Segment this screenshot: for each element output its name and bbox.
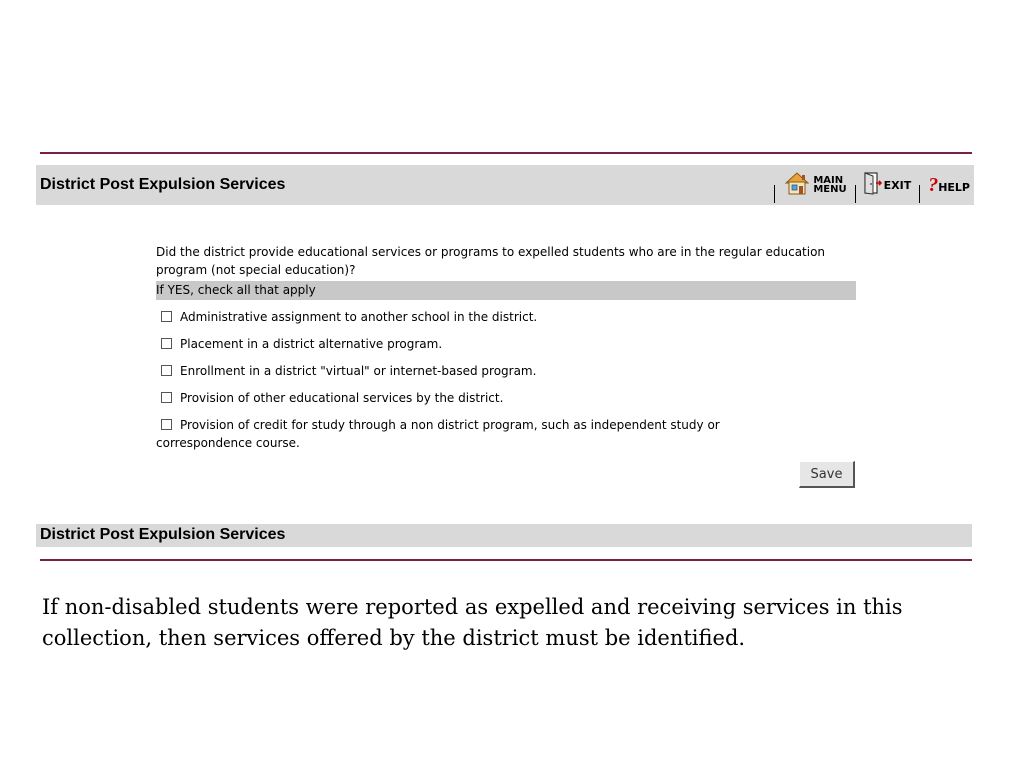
option-row <box>156 308 856 326</box>
instruction-bar: If YES, check all that apply <box>156 281 856 300</box>
bottom-divider <box>40 559 972 561</box>
footer-title: District Post Expulsion Services <box>40 526 286 543</box>
help-label: HELP <box>938 180 970 194</box>
house-icon <box>783 170 811 201</box>
save-button[interactable]: Save <box>799 461 855 488</box>
help-button[interactable] <box>928 175 970 195</box>
option-label: Enrollment in a district "virtual" or internet-based program. <box>180 364 537 378</box>
option-row <box>156 389 856 407</box>
top-divider <box>40 152 972 154</box>
main-menu-label <box>813 176 846 194</box>
option-label: Placement in a district alternative program. <box>180 337 443 351</box>
toolbar-separator <box>855 185 856 203</box>
option-row <box>156 335 856 353</box>
option-checkbox[interactable] <box>161 419 172 430</box>
main-menu-button[interactable] <box>783 170 846 201</box>
toolbar-separator <box>919 185 920 203</box>
main-menu-label-line2: MENU <box>813 184 847 195</box>
option-checkbox[interactable] <box>161 392 172 403</box>
options-list <box>156 308 856 452</box>
option-checkbox[interactable] <box>161 311 172 322</box>
option-row <box>156 362 856 380</box>
door-icon <box>864 171 882 200</box>
option-label: Provision of credit for study through a non district program, such as independent study or correspondence course. <box>156 418 720 450</box>
exit-label: EXIT <box>883 178 912 192</box>
option-label: Provision of other educational services by the district. <box>180 391 504 405</box>
slide-caption: If non-disabled students were reported as expelled and receiving services in this collection, then services offered by the district must be identified. <box>42 595 903 650</box>
page-footer-bar <box>36 524 972 547</box>
main-menu-label-line1: MAIN <box>813 175 844 186</box>
option-label: Administrative assignment to another school in the district. <box>180 310 538 324</box>
option-checkbox[interactable] <box>161 365 172 376</box>
page-title: District Post Expulsion Services <box>40 176 286 193</box>
services-form <box>156 243 856 452</box>
option-checkbox[interactable] <box>161 338 172 349</box>
toolbar-separator <box>774 185 775 203</box>
option-row <box>156 416 856 452</box>
exit-button[interactable] <box>864 171 912 200</box>
page-header-bar <box>36 165 974 205</box>
toolbar <box>766 167 970 203</box>
question-text: Did the district provide educational services or programs to expelled students who are in the regular education program (not special education)? <box>156 245 826 277</box>
help-icon: ? <box>928 174 939 196</box>
